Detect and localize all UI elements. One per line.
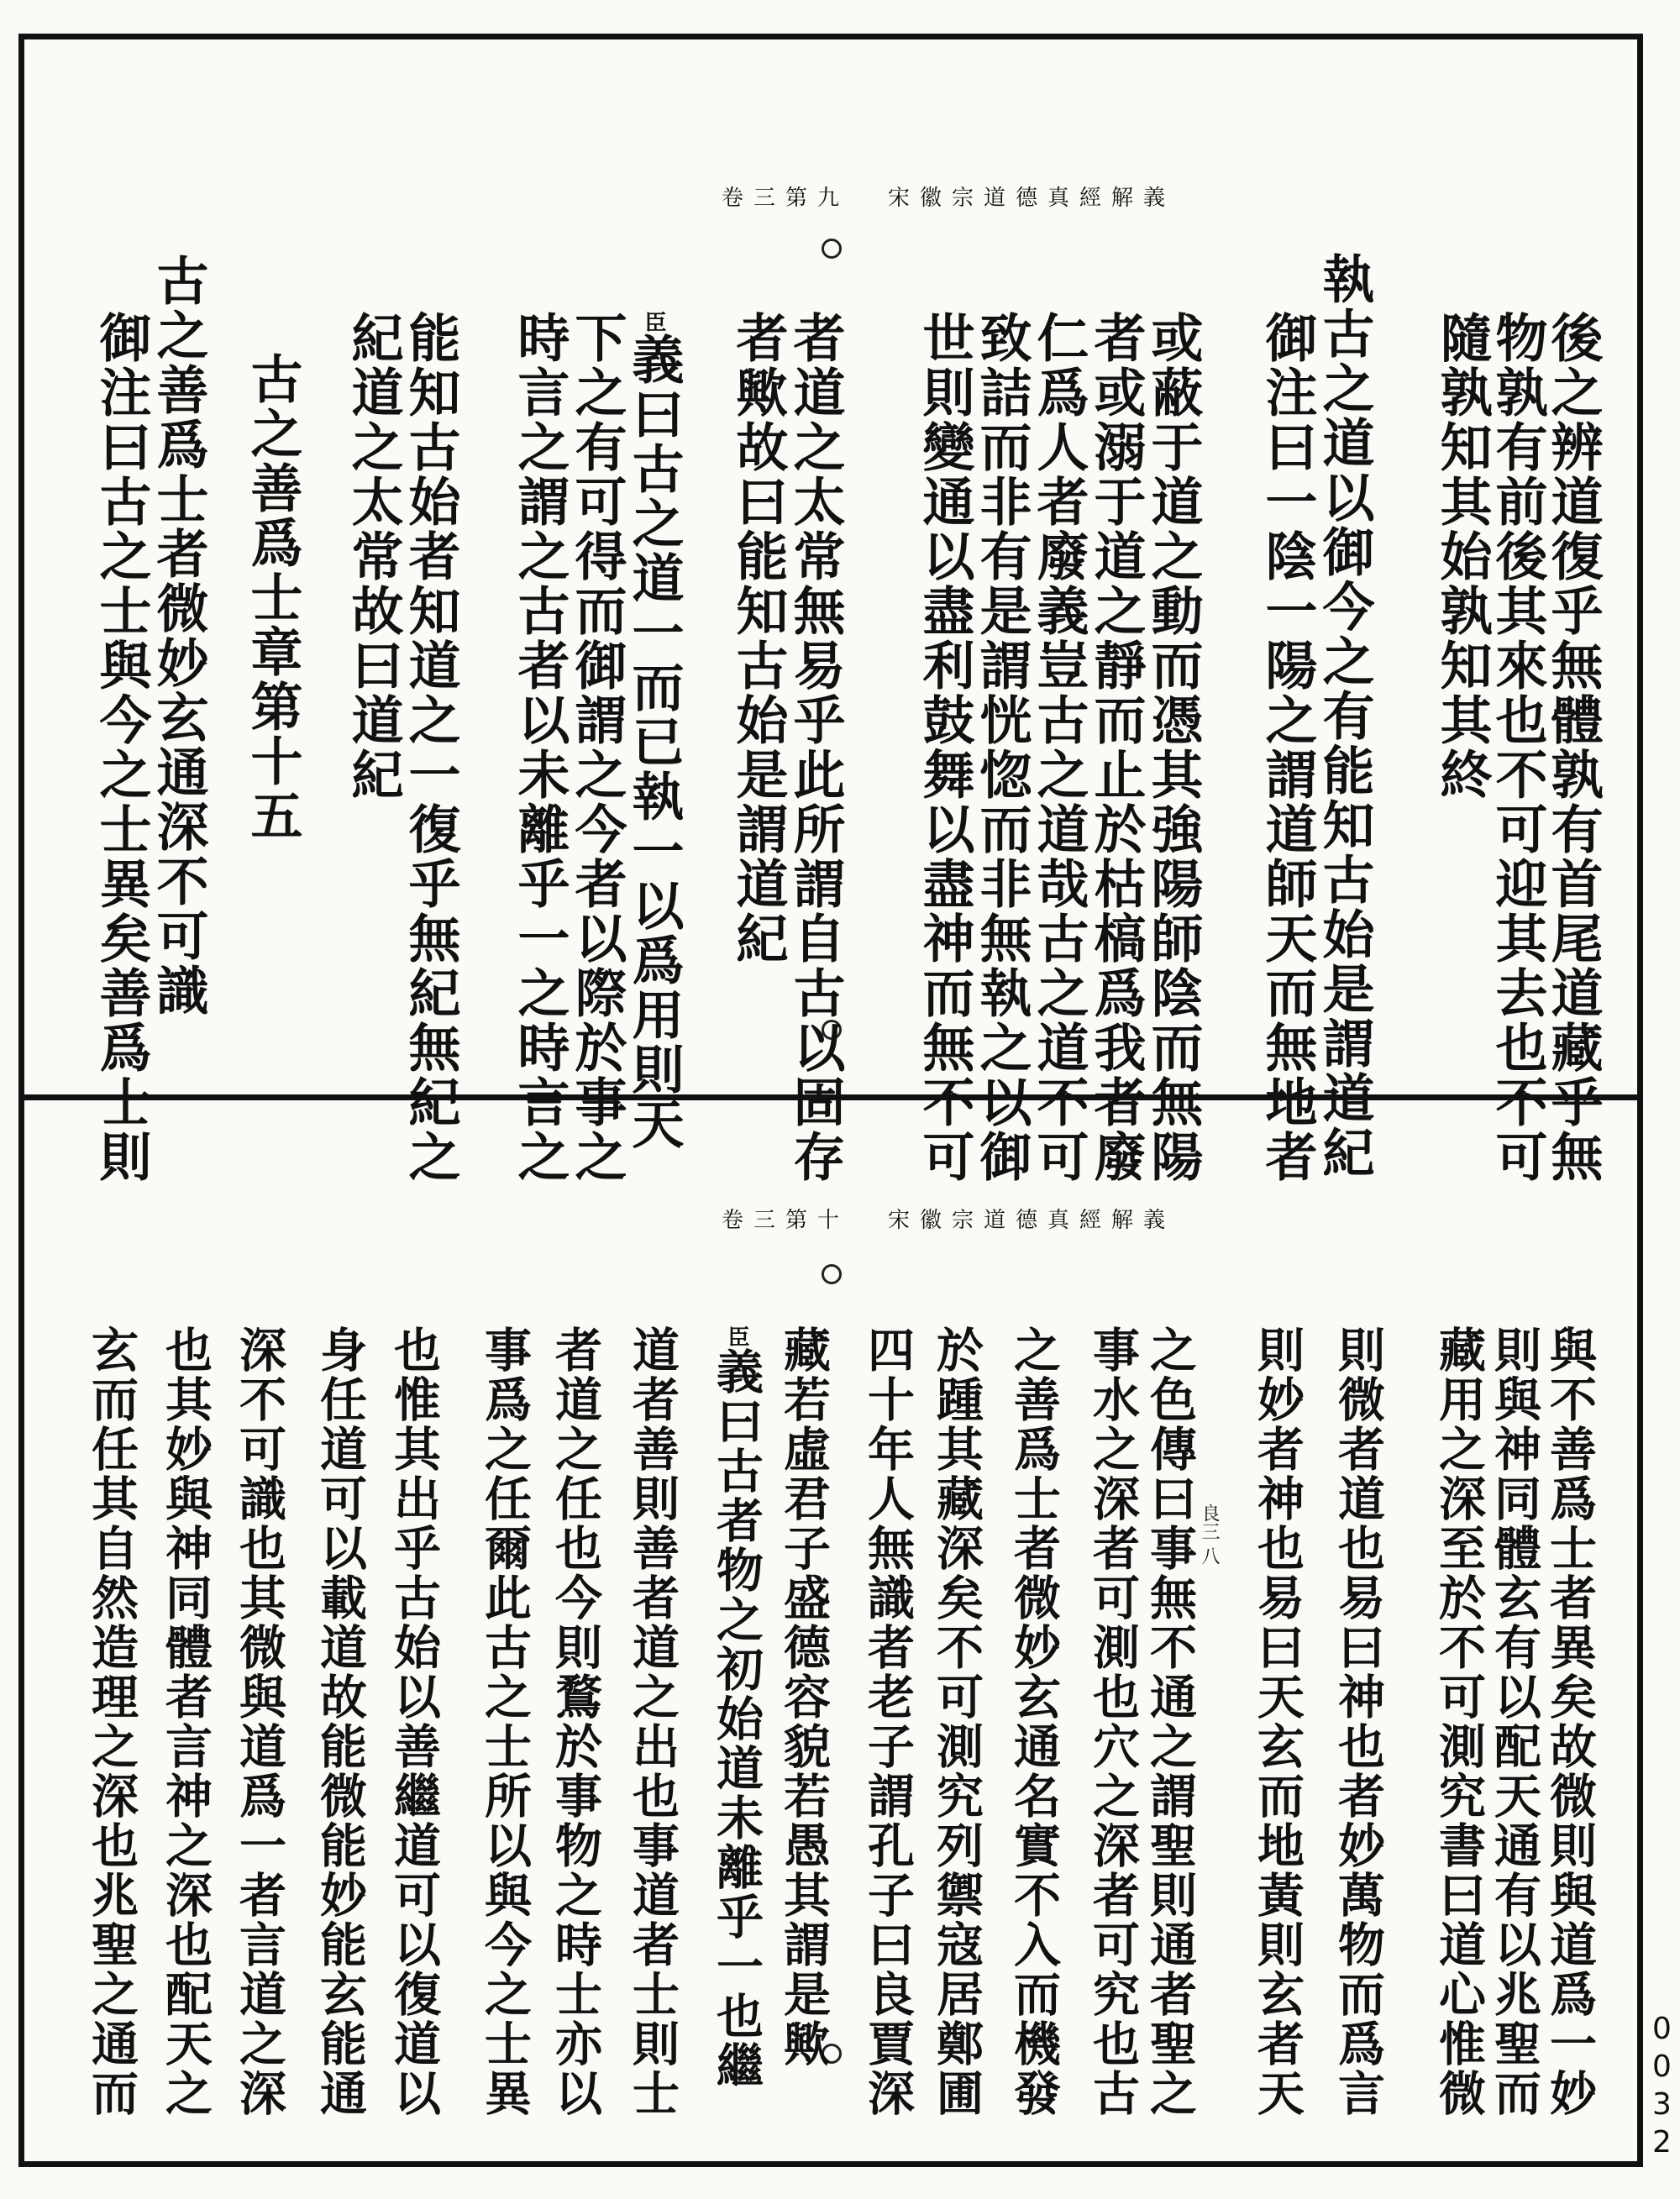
top-column-3: 隨孰知其始孰知其終 xyxy=(1431,311,1493,802)
bottom-column-12: 臣義曰古者物之初始道未離乎一也繼 xyxy=(709,1325,764,2091)
bottom-header xyxy=(612,1203,1284,1234)
bottom-column-14: 者道之任也今則鶩於事物之時士亦以 xyxy=(548,1325,603,2118)
top-column-19: 古之善爲士者微妙玄通深不可識 xyxy=(148,254,209,1018)
top-header-title: 宋徽宗道德真經解義 xyxy=(888,186,1176,211)
top-header-volume: 卷三第九 xyxy=(721,186,849,211)
top-column-15: 時言之謂之古者以未離乎一之時言之 xyxy=(509,311,570,1184)
top-column-10: 世則變通以盡利鼓舞以盡神而無不可 xyxy=(914,311,975,1184)
top-column-20: 御注曰古之士與今之士異矣善爲士則 xyxy=(91,311,152,1184)
page-number: 0032 xyxy=(1645,2012,1679,2163)
bottom-column-9: 於踵其藏深矣不可測究列禦寇居鄭圃 xyxy=(929,1325,984,2118)
bottom-column-1: 與不善爲士者異矣故微則與道爲一妙 xyxy=(1542,1325,1598,2118)
bottom-column-3: 藏用之深至於不可測究書曰道心惟微 xyxy=(1431,1325,1487,2118)
top-column-13-marker: 臣 xyxy=(641,311,666,333)
top-column-12: 者歟故曰能知古始是謂道紀 xyxy=(727,311,789,966)
top-column-8: 仁爲人者廢義豈古之道哉古之道不可 xyxy=(1028,311,1089,1184)
top-column-14: 下之有可得而御謂之今者以際於事之 xyxy=(566,311,627,1184)
top-column-11: 者道之太常無易乎此所謂自古以固存 xyxy=(785,311,846,1184)
bottom-column-17: 身任道可以載道故能微能妙能玄能通 xyxy=(312,1325,368,2118)
bottom-column-16: 也惟其出乎古始以善繼道可以復道以 xyxy=(386,1325,442,2118)
top-panel xyxy=(24,39,1637,1184)
top-column-1: 後之辨道復乎無體孰有首尾道藏乎無 xyxy=(1542,311,1604,1184)
bottom-column-8: 之善爲士者微妙玄通名實不入而機發 xyxy=(1006,1325,1062,2118)
top-header xyxy=(612,181,1284,212)
bottom-column-7: 事水之深者可測也穴之深者可究也古 xyxy=(1085,1325,1141,2118)
bottom-column-18: 深不可識也其微與道爲一者言道之深 xyxy=(232,1325,287,2118)
top-column-17: 紀道之太常故曰道紀 xyxy=(343,311,404,802)
top-column-7: 者或溺于道之靜而止於枯槁爲我者廢 xyxy=(1085,311,1147,1184)
bottom-column-20: 玄而任其自然造理之深也兆聖之通而 xyxy=(84,1325,139,2118)
top-column-5: 御注曰一陰一陽之謂道師天而無地者 xyxy=(1257,311,1318,1184)
bottom-registration-circle-upper xyxy=(822,1264,842,1284)
top-column-9: 致詰而非有是謂恍惚而非無執之以御 xyxy=(971,311,1032,1184)
bottom-panel xyxy=(24,1100,1637,2161)
top-column-13: 臣義曰古之道一而已執一以爲用則天 xyxy=(623,311,685,1152)
bottom-column-12-marker: 臣 xyxy=(724,1325,749,1347)
bottom-column-13: 道者善則善者道之出也事道者士則士 xyxy=(625,1325,680,2118)
bottom-column-2: 則與神同體玄有以配天通有以兆聖而 xyxy=(1487,1325,1542,2118)
top-column-16: 能知古始者知道之一復乎無紀無紀之 xyxy=(400,311,461,1184)
bottom-header-title: 宋徽宗道德真經解義 xyxy=(888,1208,1176,1233)
top-column-6: 或蔽于道之動而憑其強陽師陰而無陽 xyxy=(1142,311,1204,1184)
bottom-column-15: 事爲之任爾此古之士所以與今之士異 xyxy=(477,1325,533,2118)
bottom-column-11: 藏若虛君子盛德容貌若愚其謂是歟 xyxy=(776,1325,832,2069)
bottom-folio-mark: 良三 八 xyxy=(1199,1504,1220,1565)
bottom-column-10: 四十年人無識者老子謂孔子曰良賈深 xyxy=(860,1325,916,2118)
bottom-column-6: 之色傳曰事無不通之謂聖則通者聖之 xyxy=(1142,1325,1198,2118)
bottom-column-19: 也其妙與神同體者言神之深也配天之 xyxy=(158,1325,213,2118)
top-column-18: 古之善爲士章第十五 xyxy=(242,352,303,843)
top-column-4: 執古之道以御今之有能知古始是謂道紀 xyxy=(1314,252,1375,1180)
bottom-column-4: 則微者道也易曰神也者妙萬物而爲言 xyxy=(1331,1325,1386,2118)
top-registration-circle-upper xyxy=(822,239,842,259)
bottom-column-5: 則妙者神也易曰天玄而地黃則玄者天 xyxy=(1250,1325,1305,2118)
top-column-2: 物孰有前後其來也不可迎其去也不可 xyxy=(1487,311,1548,1184)
bottom-header-volume: 卷三第十 xyxy=(721,1208,849,1233)
